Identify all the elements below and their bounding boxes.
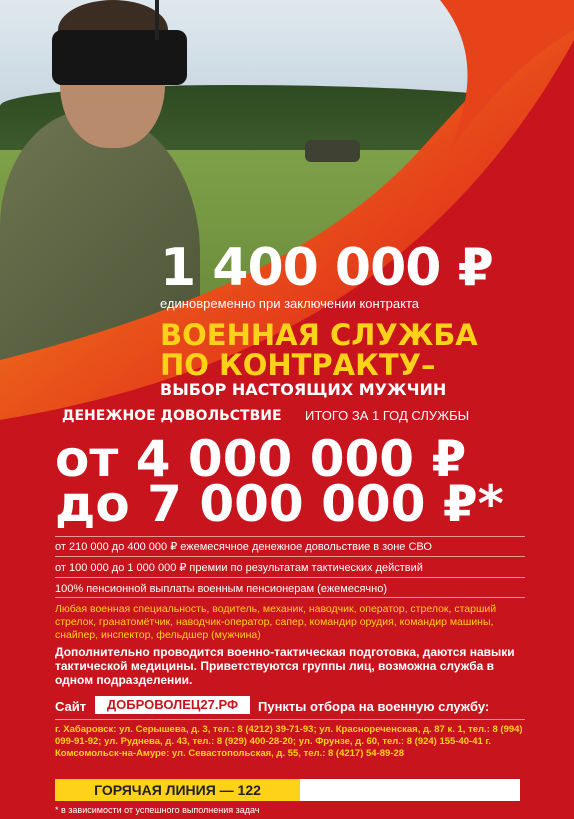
allowance-to: до 7 000 000 ₽* (55, 475, 504, 533)
slogan-line-2: ПО КОНТРАКТУ– (160, 348, 436, 382)
specialties-text: Любая военная специальность, водитель, механик, наводчик, оператор, стрелок, старший стрелок, гранатомётчик, наводчик-оператор, сапер, командир орудия, командир машины, снайпер, инспектор, фельдшер (мужчина) (55, 603, 497, 641)
site-label: Сайт (55, 699, 87, 714)
site-link[interactable]: ДОБРОВОЛЕЦ27.РФ (95, 696, 250, 714)
footnote: * в зависимости от успешного выполнения задач (55, 805, 260, 815)
hotline-banner: ГОРЯЧАЯ ЛИНИЯ — 122 (55, 779, 300, 801)
points-label: Пункты отбора на военную службу: (258, 699, 490, 714)
divider (55, 597, 525, 598)
training-text: Дополнительно проводится военно-тактическая подготовка, даются навыки тактической медицины. Приветствуются группы лиц, возможна служба в одном подразделении. (55, 645, 515, 687)
benefit-bonus: от 100 000 до 1 000 000 ₽ премии по результатам тактических действий (55, 562, 423, 574)
headline-price: 1 400 000 ₽ (160, 238, 493, 298)
benefit-monthly: от 210 000 до 400 000 ₽ ежемесячное денежное довольствие в зоне СВО (55, 541, 432, 553)
benefit-pension: 100% пенсионной выплаты военным пенсионерам (ежемесячно) (55, 583, 388, 595)
divider (55, 577, 525, 578)
addresses-text: г. Хабаровск: ул. Серышева, д. 3, тел.: 8 (4212) 39-71-93; ул. Краснореченская, д. 87 к. 1, тел.: 8 (994) 099-91-92; ул. Руднева, д. 43, тел.: 8 (929) 400-28-20; ул. Фрунзе, д. 60, тел.: 8 (924) 155-40-41 г. Комсомольск-на-Амуре: ул. Севастопольская, д. 55, тел.: 8 (4217) 54-89-28 (55, 724, 523, 759)
hotline-bar (300, 779, 520, 801)
divider (55, 556, 525, 557)
slogan-line-1: ВОЕННАЯ СЛУЖБА (160, 318, 478, 352)
allowance-label: ДЕНЕЖНОЕ ДОВОЛЬСТВИЕ (62, 408, 282, 424)
allowance-from: от 4 000 000 ₽ (55, 430, 467, 488)
headline-note: единовременно при заключении контракта (160, 296, 419, 311)
divider (55, 719, 525, 720)
divider (55, 536, 525, 537)
slogan-line-3: ВЫБОР НАСТОЯЩИХ МУЖЧИН (160, 380, 447, 399)
allowance-period: ИТОГО ЗА 1 ГОД СЛУЖБЫ (305, 408, 470, 423)
